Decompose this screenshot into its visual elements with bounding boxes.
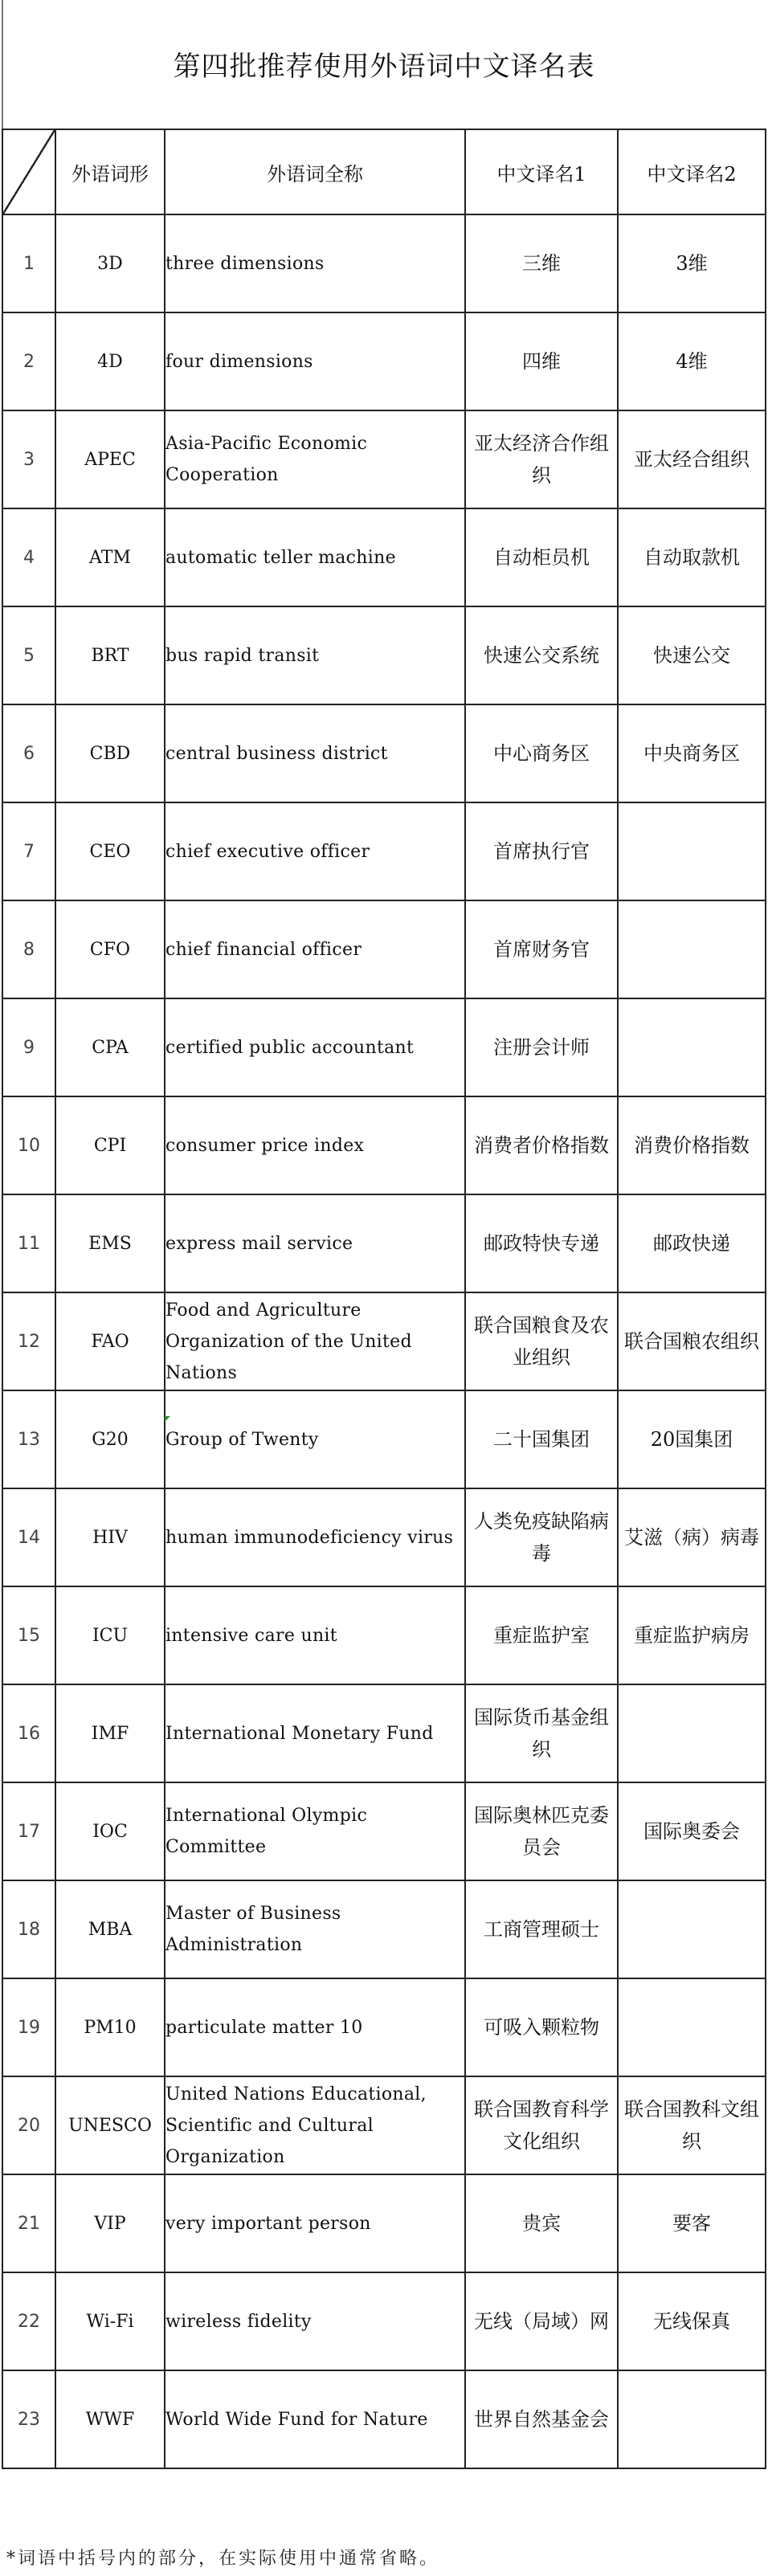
chinese-name-1: 二十国集团 — [465, 1390, 618, 1488]
chinese-name-1: 快速公交系统 — [465, 606, 618, 704]
foreign-abbr: UNESCO — [55, 2076, 165, 2174]
foreign-abbr: Wi-Fi — [55, 2272, 165, 2370]
foreign-abbr: G20 — [55, 1390, 165, 1488]
row-number: 23 — [2, 2370, 55, 2468]
row-number: 22 — [2, 2272, 55, 2370]
foreign-abbr: MBA — [55, 1880, 165, 1978]
row-number: 9 — [2, 998, 55, 1096]
table-row — [2, 1390, 766, 1488]
row-number: 7 — [2, 802, 55, 900]
chinese-name-1: 重症监护室 — [465, 1586, 618, 1684]
header-abbr: 外语词形 — [55, 129, 165, 214]
table-row — [2, 1782, 766, 1880]
row-number: 20 — [2, 2076, 55, 2174]
chinese-name-1: 注册会计师 — [465, 998, 618, 1096]
chinese-name-2: 重症监护病房 — [618, 1586, 766, 1684]
foreign-full-name: United Nations Educational, Scientific and Cultural Organization — [165, 2076, 465, 2174]
foreign-full-name: central business district — [165, 704, 465, 802]
table-row — [2, 1978, 766, 2076]
foreign-full-name: wireless fidelity — [165, 2272, 465, 2370]
header-full-name: 外语词全称 — [165, 129, 465, 214]
table-row — [2, 312, 766, 410]
table-row — [2, 1880, 766, 1978]
foreign-full-name: express mail service — [165, 1194, 465, 1292]
table-row — [2, 606, 766, 704]
foreign-full-name: World Wide Fund for Nature — [165, 2370, 465, 2468]
page-title: 第四批推荐使用外语词中文译名表 — [173, 51, 595, 83]
table-row — [2, 2370, 766, 2468]
chinese-name-2 — [618, 900, 766, 998]
row-number: 1 — [2, 214, 55, 312]
row-number: 21 — [2, 2174, 55, 2272]
header-chinese-name-2: 中文译名2 — [618, 129, 766, 214]
chinese-name-1: 无线（局域）网 — [465, 2272, 618, 2370]
chinese-name-1: 中心商务区 — [465, 704, 618, 802]
table-row — [2, 802, 766, 900]
chinese-name-1: 世界自然基金会 — [465, 2370, 618, 2468]
chinese-name-2: 4维 — [618, 312, 766, 410]
foreign-abbr: CPA — [55, 998, 165, 1096]
chinese-name-1: 工商管理硕士 — [465, 1880, 618, 1978]
foreign-abbr: IOC — [55, 1782, 165, 1880]
chinese-name-2: 无线保真 — [618, 2272, 766, 2370]
chinese-name-2: 消费价格指数 — [618, 1096, 766, 1194]
table-row — [2, 508, 766, 606]
chinese-name-2 — [618, 2370, 766, 2468]
cell-corner-marker — [165, 1416, 170, 1422]
foreign-abbr: ICU — [55, 1586, 165, 1684]
row-number: 3 — [2, 410, 55, 508]
foreign-abbr: IMF — [55, 1684, 165, 1782]
table-row — [2, 998, 766, 1096]
chinese-name-1: 三维 — [465, 214, 618, 312]
row-number: 17 — [2, 1782, 55, 1880]
row-number: 12 — [2, 1292, 55, 1390]
row-number: 5 — [2, 606, 55, 704]
chinese-name-2: 3维 — [618, 214, 766, 312]
table-header-row — [2, 129, 766, 214]
foreign-full-name: chief executive officer — [165, 802, 465, 900]
foreign-full-name: human immunodeficiency virus — [165, 1488, 465, 1586]
translation-table — [2, 129, 766, 2469]
chinese-name-1: 国际货币基金组织 — [465, 1684, 618, 1782]
row-number: 4 — [2, 508, 55, 606]
row-number: 2 — [2, 312, 55, 410]
table-row — [2, 1684, 766, 1782]
chinese-name-2: 国际奥委会 — [618, 1782, 766, 1880]
row-number: 10 — [2, 1096, 55, 1194]
chinese-name-1: 亚太经济合作组织 — [465, 410, 618, 508]
row-number: 14 — [2, 1488, 55, 1586]
chinese-name-2 — [618, 998, 766, 1096]
table-row — [2, 1586, 766, 1684]
foreign-abbr: FAO — [55, 1292, 165, 1390]
row-number: 18 — [2, 1880, 55, 1978]
header-corner-diagonal — [2, 129, 55, 214]
foreign-abbr: CFO — [55, 900, 165, 998]
foreign-full-name: four dimensions — [165, 312, 465, 410]
table-row — [2, 1488, 766, 1586]
foreign-full-name: intensive care unit — [165, 1586, 465, 1684]
chinese-name-1: 自动柜员机 — [465, 508, 618, 606]
chinese-name-2 — [618, 1978, 766, 2076]
row-number: 15 — [2, 1586, 55, 1684]
chinese-name-1: 联合国粮食及农业组织 — [465, 1292, 618, 1390]
chinese-name-2: 亚太经合组织 — [618, 410, 766, 508]
chinese-name-1: 邮政特快专递 — [465, 1194, 618, 1292]
chinese-name-1: 四维 — [465, 312, 618, 410]
foreign-full-name: three dimensions — [165, 214, 465, 312]
foreign-abbr: BRT — [55, 606, 165, 704]
table-row — [2, 2174, 766, 2272]
chinese-name-2 — [618, 1880, 766, 1978]
chinese-name-2: 邮政快递 — [618, 1194, 766, 1292]
table-row — [2, 1292, 766, 1390]
table-row — [2, 704, 766, 802]
foreign-full-name: Group of Twenty — [165, 1390, 465, 1488]
table-row — [2, 2076, 766, 2174]
foreign-abbr: HIV — [55, 1488, 165, 1586]
foreign-full-name: Master of Business Administration — [165, 1880, 465, 1978]
chinese-name-2: 自动取款机 — [618, 508, 766, 606]
foreign-full-name: Asia-Pacific Economic Cooperation — [165, 410, 465, 508]
row-number: 6 — [2, 704, 55, 802]
foreign-abbr: CBD — [55, 704, 165, 802]
foreign-abbr: 4D — [55, 312, 165, 410]
chinese-name-1: 国际奥林匹克委员会 — [465, 1782, 618, 1880]
foreign-full-name: particulate matter 10 — [165, 1978, 465, 2076]
foreign-abbr: WWF — [55, 2370, 165, 2468]
foreign-abbr: VIP — [55, 2174, 165, 2272]
table-row — [2, 900, 766, 998]
table-row — [2, 410, 766, 508]
row-number: 19 — [2, 1978, 55, 2076]
foreign-full-name: Food and Agriculture Organization of the United Nations — [165, 1292, 465, 1390]
footnote: *词语中括号内的部分，在实际使用中通常省略。 — [6, 2549, 440, 2569]
chinese-name-2: 20国集团 — [618, 1390, 766, 1488]
chinese-name-2: 快速公交 — [618, 606, 766, 704]
foreign-abbr: ATM — [55, 508, 165, 606]
chinese-name-2: 中央商务区 — [618, 704, 766, 802]
chinese-name-1: 人类免疫缺陷病毒 — [465, 1488, 618, 1586]
foreign-full-name: International Monetary Fund — [165, 1684, 465, 1782]
foreign-full-name: certified public accountant — [165, 998, 465, 1096]
chinese-name-2 — [618, 802, 766, 900]
foreign-full-name: International Olympic Committee — [165, 1782, 465, 1880]
chinese-name-1: 联合国教育科学文化组织 — [465, 2076, 618, 2174]
row-number: 13 — [2, 1390, 55, 1488]
foreign-full-name: bus rapid transit — [165, 606, 465, 704]
table-row — [2, 214, 766, 312]
chinese-name-1: 首席财务官 — [465, 900, 618, 998]
chinese-name-2: 联合国粮农组织 — [618, 1292, 766, 1390]
header-chinese-name-1: 中文译名1 — [465, 129, 618, 214]
table-row — [2, 1096, 766, 1194]
foreign-full-name: automatic teller machine — [165, 508, 465, 606]
foreign-abbr: EMS — [55, 1194, 165, 1292]
foreign-abbr: CEO — [55, 802, 165, 900]
foreign-full-name: consumer price index — [165, 1096, 465, 1194]
foreign-abbr: CPI — [55, 1096, 165, 1194]
chinese-name-1: 贵宾 — [465, 2174, 618, 2272]
row-number: 8 — [2, 900, 55, 998]
foreign-full-name: very important person — [165, 2174, 465, 2272]
chinese-name-1: 消费者价格指数 — [465, 1096, 618, 1194]
chinese-name-2 — [618, 1684, 766, 1782]
row-number: 16 — [2, 1684, 55, 1782]
table-row — [2, 2272, 766, 2370]
chinese-name-2: 要客 — [618, 2174, 766, 2272]
chinese-name-2: 艾滋（病）病毒 — [618, 1488, 766, 1586]
foreign-abbr: PM10 — [55, 1978, 165, 2076]
foreign-abbr: 3D — [55, 214, 165, 312]
chinese-name-2: 联合国教科文组织 — [618, 2076, 766, 2174]
chinese-name-1: 可吸入颗粒物 — [465, 1978, 618, 2076]
row-number: 11 — [2, 1194, 55, 1292]
foreign-full-name: chief financial officer — [165, 900, 465, 998]
foreign-abbr: APEC — [55, 410, 165, 508]
chinese-name-1: 首席执行官 — [465, 802, 618, 900]
table-row — [2, 1194, 766, 1292]
